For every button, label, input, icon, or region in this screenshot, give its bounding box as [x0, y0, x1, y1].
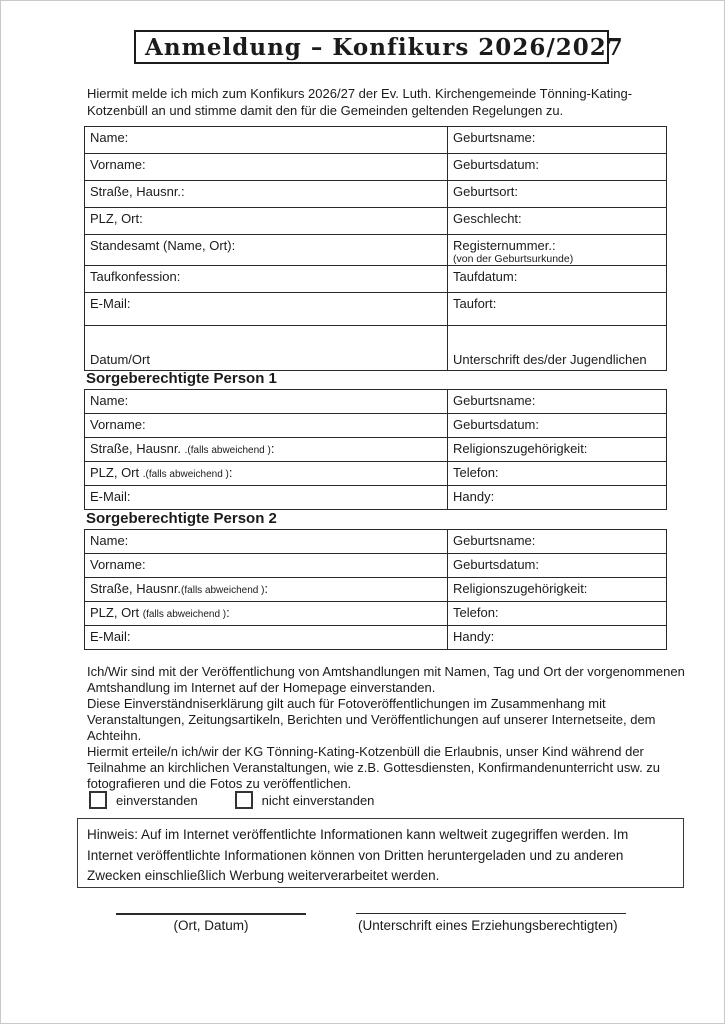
guardian2-heading: Sorgeberechtigte Person 2 — [86, 510, 277, 527]
applicant-baptism-date-cell — [448, 266, 667, 293]
guardian1-birthdate-label: Geburtsdatum: — [453, 417, 539, 432]
guardian2-street-note: (falls abweichend ) — [181, 585, 265, 596]
applicant-table — [84, 126, 667, 371]
guardian2-table — [84, 529, 667, 650]
guardian2-birthname-label: Geburtsname: — [453, 533, 536, 548]
consent-paragraph-1: Ich/Wir sind mit der Veröffentlichung von Amtshandlungen mit Namen, Tag und Ort der vorgenommenen Amtshandlung im Internet auf der Homepage einverstanden. — [87, 664, 685, 695]
table-row — [85, 438, 667, 462]
guardian1-city-label: PLZ, Ort — [90, 465, 143, 480]
signature-line-guardian — [356, 913, 626, 914]
guardian2-birthname-cell — [448, 530, 667, 554]
guardian1-email-cell — [85, 486, 448, 510]
applicant-email-cell — [85, 293, 448, 326]
guardian1-mobile-label: Handy: — [453, 489, 495, 504]
guardian1-email-label: E-Mail: — [90, 489, 131, 504]
table-row — [85, 626, 667, 650]
guardian2-mobile-cell — [448, 626, 667, 650]
guardian1-street-colon: : — [270, 441, 275, 456]
applicant-birthdate-cell — [448, 154, 667, 181]
applicant-gender-cell — [448, 208, 667, 235]
signature-label-place-date: (Ort, Datum) — [173, 918, 249, 933]
checkbox-nicht-einverstanden-label: nicht einverstanden — [261, 792, 375, 808]
applicant-registry-office-cell — [85, 235, 448, 266]
guardian1-city-note: .(falls abweichend ) — [142, 469, 229, 480]
guardian1-birthname-label: Geburtsname: — [453, 393, 536, 408]
applicant-name-label: Name: — [90, 130, 129, 145]
guardian2-street-cell — [85, 578, 448, 602]
guardian2-mobile-label: Handy: — [453, 629, 495, 644]
guardian2-phone-label: Telefon: — [453, 605, 499, 620]
guardian2-name-label: Name: — [90, 533, 129, 548]
guardian1-heading: Sorgeberechtigte Person 1 — [86, 370, 277, 387]
notice-box — [77, 818, 684, 888]
consent-block — [87, 664, 687, 792]
applicant-date-place-label: Datum/Ort — [90, 352, 150, 367]
guardian2-religion-label: Religionszugehörigkeit: — [453, 581, 588, 596]
guardian1-firstname-label: Vorname: — [90, 417, 146, 432]
applicant-street-cell — [85, 181, 448, 208]
applicant-name-cell — [85, 127, 448, 154]
checkbox-einverstanden[interactable] — [89, 791, 107, 809]
applicant-city-cell — [85, 208, 448, 235]
table-row — [85, 266, 667, 293]
guardian2-name-cell — [85, 530, 448, 554]
consent-paragraph-3: Hiermit erteile/n ich/wir der KG Tönning-Kating-Kotzenbüll die Erlaubnis, unser Kind während der Teilnahme an kirchlichen Veranstaltungen, wie z.B. Gottesdiensten, Konfirmandenunterricht usw. zu fotografieren und die Fotos zu veröffentlichen. — [87, 744, 661, 791]
table-row — [85, 554, 667, 578]
guardian2-city-cell — [85, 602, 448, 626]
register-number-note: (von der Geburtsurkunde) — [453, 253, 574, 265]
guardian2-street-colon: : — [264, 581, 269, 596]
guardian1-phone-label: Telefon: — [453, 465, 499, 480]
applicant-street-label: Straße, Hausnr.: — [90, 184, 185, 199]
guardian1-mobile-cell — [448, 486, 667, 510]
guardian2-birthdate-cell — [448, 554, 667, 578]
guardian1-religion-label: Religionszugehörigkeit: — [453, 441, 588, 456]
intro-text: Hiermit melde ich mich zum Konfikurs 2026/27 der Ev. Luth. Kirchengemeinde Tönning-Kating-Kotzenbüll an und stimme damit den für die Gemeinden geltenden Regelungen zu. — [87, 86, 633, 118]
applicant-gender-label: Geschlecht: — [453, 211, 522, 226]
guardian1-table — [84, 389, 667, 510]
guardian2-street-label: Straße, Hausnr. — [90, 581, 182, 596]
applicant-date-place-cell — [85, 326, 448, 371]
guardian2-city-note: (falls abweichend ) — [142, 609, 227, 620]
table-row — [85, 208, 667, 235]
signature-label-guardian: (Unterschrift eines Erziehungsberechtigten) — [358, 918, 618, 933]
guardian2-email-cell — [85, 626, 448, 650]
guardian1-phone-cell — [448, 462, 667, 486]
applicant-city-label: PLZ, Ort: — [90, 211, 143, 226]
table-row — [85, 390, 667, 414]
table-row — [85, 602, 667, 626]
guardian1-street-note: .(falls abweichend ) — [184, 445, 271, 456]
consent-choices — [89, 791, 374, 809]
checkbox-einverstanden-label: einverstanden — [116, 792, 198, 808]
applicant-firstname-label: Vorname: — [90, 157, 146, 172]
guardian2-firstname-label: Vorname: — [90, 557, 146, 572]
applicant-firstname-cell — [85, 154, 448, 181]
table-row — [85, 293, 667, 326]
guardian2-city-label: PLZ, Ort — [90, 605, 143, 620]
applicant-birthname-label: Geburtsname: — [453, 130, 536, 145]
guardian2-birthdate-label: Geburtsdatum: — [453, 557, 539, 572]
applicant-signature-label: Unterschrift des/der Jugendlichen — [453, 352, 647, 367]
guardian1-firstname-cell — [85, 414, 448, 438]
table-row — [85, 578, 667, 602]
applicant-registry-office-label: Standesamt (Name, Ort): — [90, 238, 236, 253]
applicant-birthdate-label: Geburtsdatum: — [453, 157, 539, 172]
applicant-baptism-confession-cell — [85, 266, 448, 293]
guardian2-religion-cell — [448, 578, 667, 602]
guardian2-firstname-cell — [85, 554, 448, 578]
checkbox-nicht-einverstanden[interactable] — [235, 791, 253, 809]
table-row — [85, 414, 667, 438]
table-row — [85, 154, 667, 181]
guardian2-phone-cell — [448, 602, 667, 626]
guardian1-city-cell — [85, 462, 448, 486]
consent-paragraph-2: Diese Einverständniserklärung gilt auch für Fotoveröffentlichungen im Zusammenhang mit Veranstaltungen, Zeitungsartikeln, Berichten und Veröffentlichungen auf unserer Internetseite, dem Achteihn. — [87, 696, 656, 743]
guardian1-city-colon: : — [228, 465, 233, 480]
table-row — [85, 127, 667, 154]
table-row — [85, 462, 667, 486]
guardian1-street-cell — [85, 438, 448, 462]
guardian1-street-label: Straße, Hausnr. — [90, 441, 185, 456]
table-row — [85, 530, 667, 554]
applicant-birthname-cell — [448, 127, 667, 154]
guardian1-religion-cell — [448, 438, 667, 462]
table-row — [85, 235, 667, 266]
table-row — [85, 181, 667, 208]
applicant-birthplace-label: Geburtsort: — [453, 184, 519, 199]
applicant-baptism-place-cell — [448, 293, 667, 326]
applicant-signature-cell — [448, 326, 667, 371]
applicant-register-number-cell — [448, 235, 667, 266]
table-row — [85, 486, 667, 510]
applicant-birthplace-cell — [448, 181, 667, 208]
applicant-register-number-label: Registernummer.: — [453, 238, 556, 253]
applicant-baptism-date-label: Taufdatum: — [453, 269, 518, 284]
form-title: Anmeldung – Konfikurs 2026/2027 — [145, 33, 624, 61]
notice-text: Hinweis: Auf im Internet veröffentlichte Informationen kann weltweit zugegriffen werden. Im Internet veröffentlichte Informationen können von Dritten heruntergeladen und zu anderen Zwecken einschließlich Werbung weiterverarbeitet werden. — [87, 827, 629, 883]
table-row — [85, 326, 667, 371]
guardian1-name-cell — [85, 390, 448, 414]
applicant-email-label: E-Mail: — [90, 296, 131, 311]
applicant-baptism-confession-label: Taufkonfession: — [90, 269, 181, 284]
guardian1-birthdate-cell — [448, 414, 667, 438]
form-title-box — [134, 30, 624, 64]
signature-line-place-date — [116, 913, 306, 915]
guardian2-city-colon: : — [226, 605, 230, 620]
guardian1-name-label: Name: — [90, 393, 129, 408]
guardian2-email-label: E-Mail: — [90, 629, 131, 644]
applicant-baptism-place-label: Taufort: — [453, 296, 497, 311]
guardian1-birthname-cell — [448, 390, 667, 414]
